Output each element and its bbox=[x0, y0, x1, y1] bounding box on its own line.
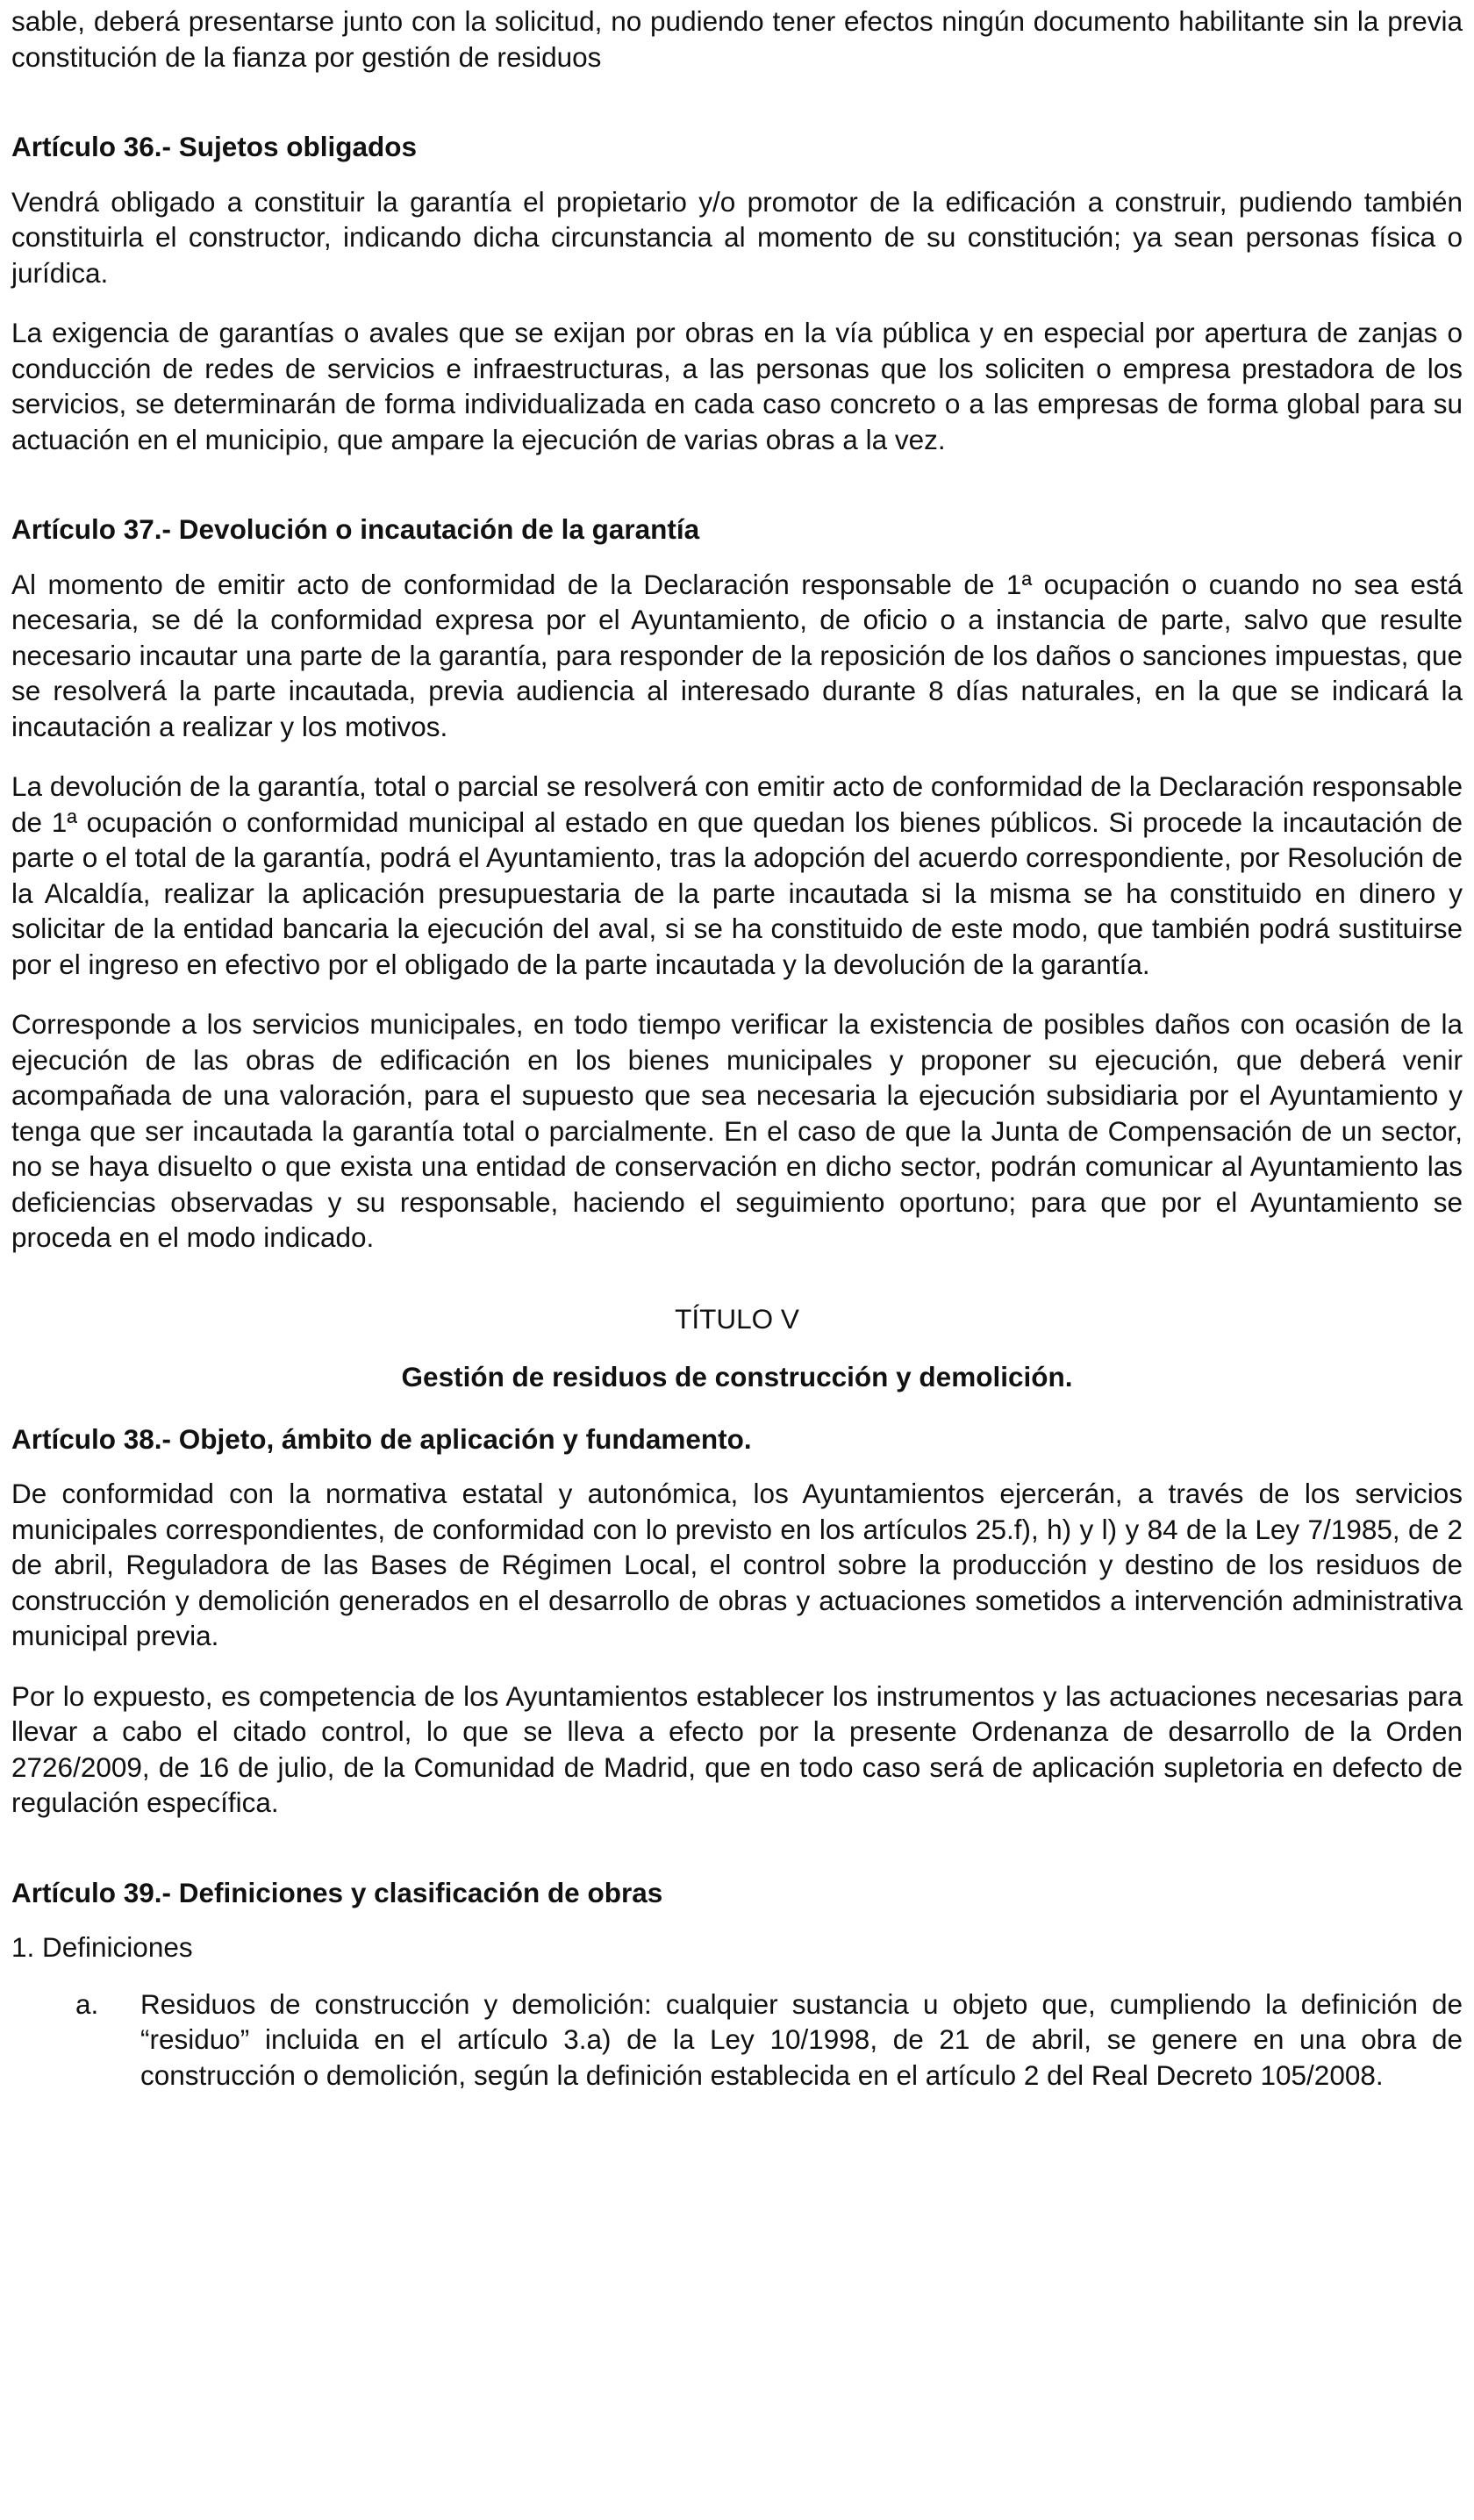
definitions-subheading: 1. Definiciones bbox=[11, 1931, 193, 1963]
article-36-paragraph-2: La exigencia de garantías o avales que se exijan por obras en la vía pública y en especial por apertura de zanjas o conducción de redes de servicios e infraestructuras, a las personas que los soliciten o empresa prestadora de los servicios, se determinarán de forma individualizada en cada caso concreto o a las empresas de forma global para su actuación en el municipio, que ampare la ejecución de varias obras a la vez. bbox=[11, 317, 1463, 455]
article-38-paragraph-2: Por lo expuesto, es competencia de los Ayuntamientos establecer los instrumentos y las actuaciones necesarias para llevar a cabo el citado control, lo que se lleva a efecto por la presente Ordenanza de desarrollo de la Orden 2726/2009, de 16 de julio, de la Comunidad de Madrid, que en todo caso será de aplicación supletoria en defecto de regulación específica. bbox=[11, 1679, 1463, 1818]
titulo-heading: TÍTULO V bbox=[675, 1302, 799, 1335]
document-page bbox=[11, 0, 1463, 2093]
list-item-text: Residuos de construcción y demolición: cualquier sustancia u objeto que, cumpliendo la definición de “residuo” incluida en el artículo 3.a) de la Ley 10/1998, de 21 de abril, se genere en una obra de construcción o demolición, según la definición establecida en el artículo 2 del Real Decreto 105/2008. bbox=[140, 1987, 1463, 2091]
article-37-heading: Artículo 37.- Devolución o incautación de la garantía bbox=[11, 513, 700, 545]
article-38-paragraph-1: De conformidad con la normativa estatal y autonómica, los Ayuntamientos ejercerán, a través de los servicios municipales correspondientes, de conformidad con lo previsto en los artículos 25.f), h) y l) y 84 de la Ley 7/1985, de 2 de abril, Reguladora de las Bases de Régimen Local, el control sobre la producción y destino de los residuos de construcción y demolición generados en el desarrollo de obras y actuaciones sometidos a intervención administrativa municipal previa. bbox=[11, 1478, 1463, 1651]
list-item bbox=[11, 1987, 1463, 2094]
article-38-heading: Artículo 38.- Objeto, ámbito de aplicación y fundamento. bbox=[11, 1422, 752, 1455]
list-marker: a. bbox=[75, 1987, 99, 2020]
article-36-paragraph-1: Vendrá obligado a constituir la garantía el propietario y/o promotor de la edificación a construir, pudiendo también constituirla el constructor, indicando dicha circunstancia al momento de su constitución; ya sean personas física o jurídica. bbox=[11, 185, 1463, 289]
article-36-heading: Artículo 36.- Sujetos obligados bbox=[11, 131, 418, 162]
titulo-subheading: Gestión de residuos de construcción y demolición. bbox=[401, 1361, 1073, 1392]
article-37-paragraph-1: Al momento de emitir acto de conformidad de la Declaración responsable de 1ª ocupación o cuando no sea está necesaria, se dé la conformidad expresa por el Ayuntamiento, de oficio o a instancia de parte, salvo que resulte necesario incautar una parte de la garantía, para responder de la reposición de los daños o sanciones impuestas, que se resolverá la parte incautada, previa audiencia al interesado durante 8 días naturales, en la que se indicará la incautación a realizar y los motivos. bbox=[11, 568, 1463, 742]
article-37-paragraph-3: Corresponde a los servicios municipales, en todo tiempo verificar la existencia de posibles daños con ocasión de la ejecución de las obras de edificación en los bienes municipales y proponer su ejecución, que deberá venir acompañada de una valoración, para el supuesto que sea necesaria la ejecución subsidiaria por el Ayuntamiento y tenga que ser incautada la garantía total o parcialmente. En el caso de que la Junta de Compensación de un sector, no se haya disuelto o que exista una entidad de conservación en dicho sector, podrán comunicar al Ayuntamiento las deficiencias observadas y su responsable, haciendo el seguimiento oportuno; para que por el Ayuntamiento se proceda en el modo indicado. bbox=[11, 1008, 1463, 1253]
article-39-heading: Artículo 39.- Definiciones y clasificación de obras bbox=[11, 1876, 663, 1908]
article-37-paragraph-2: La devolución de la garantía, total o parcial se resolverá con emitir acto de conformidad de la Declaración responsable de 1ª ocupación o conformidad municipal al estado en que quedan los bienes públicos. Si procede la incautación de parte o el total de la garantía, podrá el Ayuntamiento, tras la adopción del acuerdo correspondiente, por Resolución de la Alcaldía, realizar la aplicación presupuestaria de la parte incautada si la misma se ha constituido en dinero y solicitar de la entidad bancaria la ejecución del aval, si se ha constituido de este modo, que también podrá sustituirse por el ingreso en efectivo por el obligado de la parte incautada y la devolución de la garantía. bbox=[11, 770, 1463, 980]
continuation-paragraph: sable, deberá presentarse junto con la solicitud, no pudiendo tener efectos ningún documento habilitante sin la previa constitución de la fianza por gestión de residuos bbox=[11, 5, 1463, 73]
